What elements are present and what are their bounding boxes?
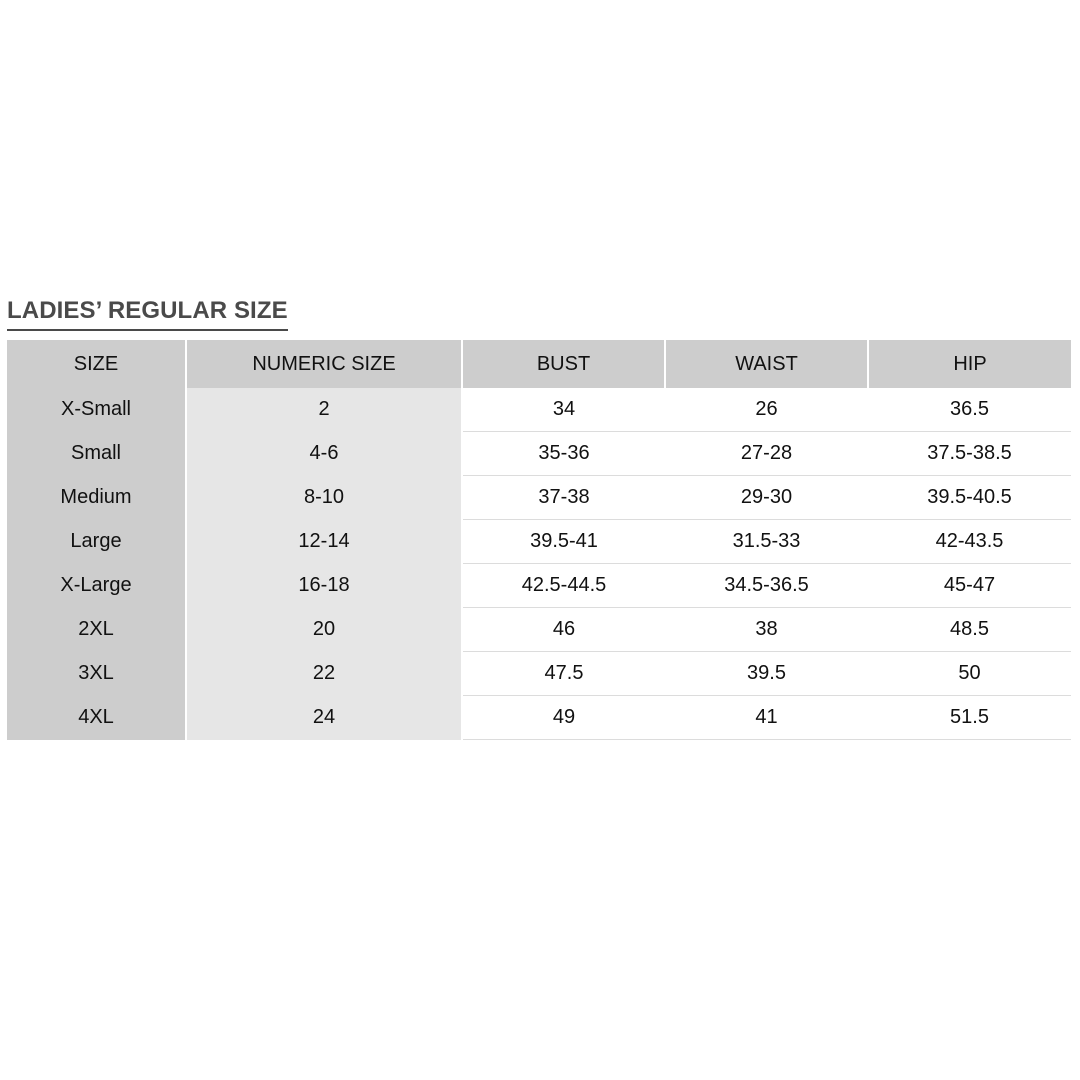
cell-hip: 45-47 bbox=[868, 564, 1071, 608]
cell-numeric-size: 12-14 bbox=[186, 520, 462, 564]
cell-hip: 48.5 bbox=[868, 608, 1071, 652]
cell-bust: 37-38 bbox=[462, 476, 665, 520]
size-chart-table bbox=[7, 340, 1071, 740]
cell-size: 2XL bbox=[7, 608, 186, 652]
cell-hip: 36.5 bbox=[868, 388, 1071, 432]
cell-size: X-Large bbox=[7, 564, 186, 608]
table-header-row bbox=[7, 340, 1071, 388]
cell-waist: 41 bbox=[665, 696, 868, 740]
cell-size: Small bbox=[7, 432, 186, 476]
header-hip: HIP bbox=[868, 340, 1071, 388]
header-bust: BUST bbox=[462, 340, 665, 388]
cell-size: Medium bbox=[7, 476, 186, 520]
header-size: SIZE bbox=[7, 340, 186, 388]
cell-size: Large bbox=[7, 520, 186, 564]
cell-numeric-size: 2 bbox=[186, 388, 462, 432]
cell-hip: 50 bbox=[868, 652, 1071, 696]
cell-numeric-size: 8-10 bbox=[186, 476, 462, 520]
table-row bbox=[7, 652, 1071, 696]
table-row bbox=[7, 388, 1071, 432]
table-row bbox=[7, 564, 1071, 608]
table-row bbox=[7, 696, 1071, 740]
cell-numeric-size: 4-6 bbox=[186, 432, 462, 476]
cell-bust: 34 bbox=[462, 388, 665, 432]
cell-bust: 46 bbox=[462, 608, 665, 652]
cell-bust: 47.5 bbox=[462, 652, 665, 696]
cell-waist: 29-30 bbox=[665, 476, 868, 520]
cell-size: 4XL bbox=[7, 696, 186, 740]
cell-bust: 39.5-41 bbox=[462, 520, 665, 564]
cell-size: X-Small bbox=[7, 388, 186, 432]
table-row bbox=[7, 520, 1071, 564]
cell-numeric-size: 22 bbox=[186, 652, 462, 696]
size-chart-title: LADIES’ REGULAR SIZE bbox=[7, 297, 288, 331]
cell-waist: 31.5-33 bbox=[665, 520, 868, 564]
cell-hip: 42-43.5 bbox=[868, 520, 1071, 564]
cell-hip: 51.5 bbox=[868, 696, 1071, 740]
cell-waist: 39.5 bbox=[665, 652, 868, 696]
cell-numeric-size: 16-18 bbox=[186, 564, 462, 608]
table-row bbox=[7, 476, 1071, 520]
table-row bbox=[7, 432, 1071, 476]
cell-bust: 49 bbox=[462, 696, 665, 740]
cell-bust: 42.5-44.5 bbox=[462, 564, 665, 608]
table-row bbox=[7, 608, 1071, 652]
cell-bust: 35-36 bbox=[462, 432, 665, 476]
header-numeric-size: NUMERIC SIZE bbox=[186, 340, 462, 388]
cell-hip: 37.5-38.5 bbox=[868, 432, 1071, 476]
cell-waist: 34.5-36.5 bbox=[665, 564, 868, 608]
cell-numeric-size: 24 bbox=[186, 696, 462, 740]
cell-numeric-size: 20 bbox=[186, 608, 462, 652]
cell-waist: 27-28 bbox=[665, 432, 868, 476]
cell-hip: 39.5-40.5 bbox=[868, 476, 1071, 520]
header-waist: WAIST bbox=[665, 340, 868, 388]
cell-size: 3XL bbox=[7, 652, 186, 696]
cell-waist: 26 bbox=[665, 388, 868, 432]
cell-waist: 38 bbox=[665, 608, 868, 652]
